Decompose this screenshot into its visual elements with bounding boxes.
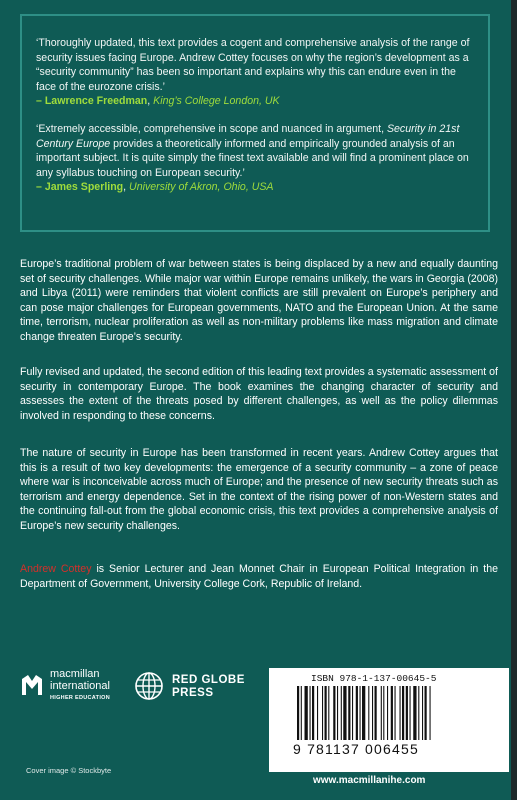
endorsement-attribution: – James Sperling, University of Akron, Ohio, USA (36, 181, 274, 194)
isbn-barcode-panel (269, 668, 509, 772)
red-globe-press-wordmark: RED GLOBE PRESS (172, 674, 245, 699)
blurb-paragraph-2: Fully revised and updated, the second edition of this leading text provides a systematic assessment of security in contemporary Europe. The book examines the changing character of security and assesses the extent of the threats posed by different challenges, as well as the policy dilemmas involved in responding to these concerns. (20, 366, 498, 422)
isbn-label: ISBN 978-1-137-00645-5 (311, 673, 437, 684)
macmillan-wordmark: macmillan international HIGHER EDUCATION (50, 668, 111, 701)
endorsement-2 (36, 122, 478, 195)
endorsement-text-start: ‘Extremely accessible, comprehensive in scope and nuanced in argument, (36, 123, 387, 135)
author-name: Andrew Cottey (20, 563, 92, 575)
author-bio (20, 562, 498, 591)
endorser-name: – Lawrence Freedman (36, 95, 148, 108)
endorsement-attribution: – Lawrence Freedman, King’s College London, UK (36, 95, 280, 108)
endorser-affiliation: University of Akron, Ohio, USA (129, 181, 274, 194)
isbn-digits: 9 781137 006455 (293, 741, 419, 757)
endorsement-text: ‘Thoroughly updated, this text provides a cogent and comprehensive analysis of the range of security issues facing Europe. Andrew Cottey focuses on why the region’s development as a “security community” has been so important and explains why this can endure even in the face of the eurozone crisis.’ (36, 37, 470, 93)
author-bio-text: is Senior Lecturer and Jean Monnet Chair in European Political Integration in the Department of Government, University College Cork, Republic of Ireland. (20, 563, 498, 590)
endorser-affiliation: King’s College London, UK (153, 95, 280, 108)
endorser-name: – James Sperling (36, 181, 124, 194)
blurb-paragraph-1: Europe’s traditional problem of war between states is being displaced by a new and equally daunting set of security challenges. While major war within Europe remains unlikely, the wars in Georgia (2008) and Libya (2011) were reminders that violent conflicts are still prevalent on Europe’s periphery and can pose major challenges for European governments, NATO and the European Union. At the same time, terrorism, nuclear proliferation as well as non-military problems like mass migration and climate change threaten Europe’s security. (20, 258, 498, 343)
blurb-paragraph-3: The nature of security in Europe has been transformed in recent years. Andrew Cottey argues that this is a result of two key developments: the emergence of a security community – a zone of peace where war is inconceivable across much of Europe; and the presence of new security threats such as terrorism and energy dependence. Set in the context of the rising power of non-Western states and the continuing fall-out from the global economic crisis, this text provides a comprehensive analysis of Europe’s new security challenges. (20, 447, 498, 532)
red-globe-press-logo (134, 671, 254, 707)
endorsement-text-end: provides a theoretically informed and empirically grounded analysis of an important subject. It is quite simply the finest text available and will find a prominent place on any syllabus touching on European security.’ (36, 137, 469, 179)
barcode-icon (297, 686, 477, 740)
publisher-url-band (269, 772, 509, 792)
publisher-url[interactable]: www.macmillanihe.com (313, 775, 426, 786)
macmillan-m-icon (20, 673, 44, 697)
cover-image-credit: Cover image © Stockbyte (26, 766, 112, 775)
macmillan-logo (20, 669, 130, 709)
endorsements-box (20, 14, 490, 232)
globe-icon (134, 671, 164, 701)
book-title-inline: Security in 21st Century Europe (36, 123, 460, 150)
spine-edge (511, 0, 517, 800)
endorsement-1 (36, 36, 478, 109)
